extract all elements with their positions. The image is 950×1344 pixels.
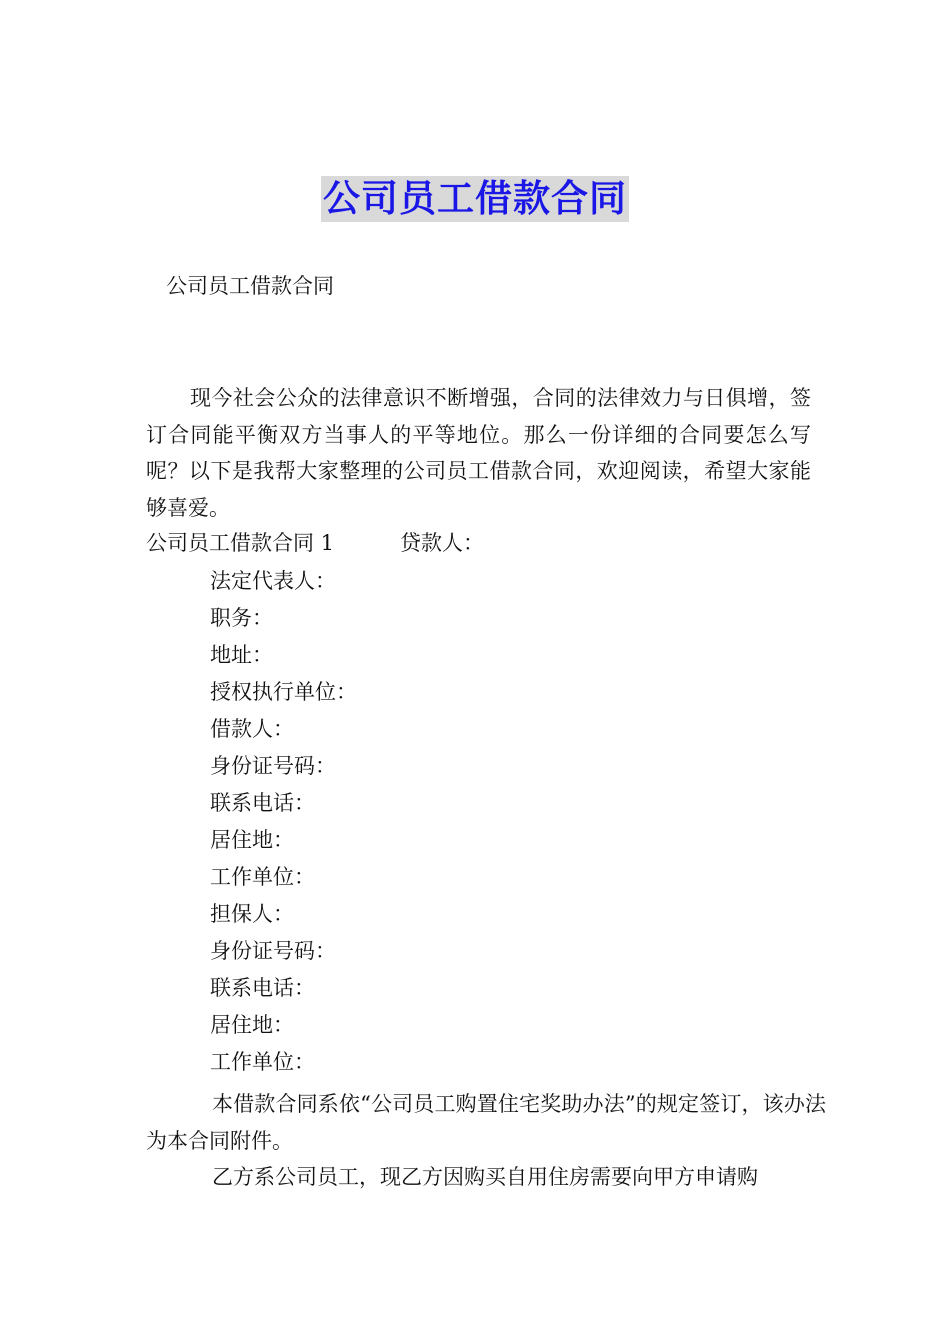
title-container [0, 176, 950, 222]
field-borrower: 借款人： [210, 717, 294, 741]
field-guarantor-id-number: 身份证号码： [210, 939, 336, 963]
field-borrower-phone: 联系电话： [210, 791, 315, 815]
field-guarantor: 担保人： [210, 902, 294, 926]
field-address: 地址： [210, 643, 273, 667]
field-guarantor-phone: 联系电话： [210, 976, 315, 1000]
field-borrower-residence: 居住地： [210, 828, 294, 852]
body-paragraph-2: 乙方系公司员工，现乙方因购买自用住房需要向甲方申请购 [212, 1165, 758, 1189]
contract-heading-line [146, 527, 484, 559]
field-legal-representative: 法定代表人： [210, 569, 336, 593]
field-authorized-unit: 授权执行单位： [210, 680, 357, 704]
field-guarantor-residence: 居住地： [210, 1013, 294, 1037]
body-paragraph-1: 本借款合同系依“公司员工购置住宅奖助办法”的规定签订，该办法为本合同附件。 [146, 1092, 826, 1153]
field-borrower-id-number: 身份证号码： [210, 754, 336, 778]
document-title: 公司员工借款合同 [323, 177, 627, 220]
field-guarantor-employer: 工作单位： [210, 1050, 315, 1074]
document-subtitle: 公司员工借款合同 [166, 274, 334, 298]
contract-heading: 公司员工借款合同 1 [146, 531, 335, 555]
intro-paragraph: 现今社会公众的法律意识不断增强，合同的法律效力与日俱增，签订合同能平衡双方当事人的平等地位。那么一份详细的合同要怎么写呢？以下是我帮大家整理的公司员工借款合同，欢迎阅读，希望大家能够喜爱。 [146, 386, 811, 520]
party-fields-list [210, 565, 357, 1083]
field-borrower-employer: 工作单位： [210, 865, 315, 889]
lender-label: 贷款人： [400, 531, 485, 555]
field-position: 职务： [210, 606, 273, 630]
